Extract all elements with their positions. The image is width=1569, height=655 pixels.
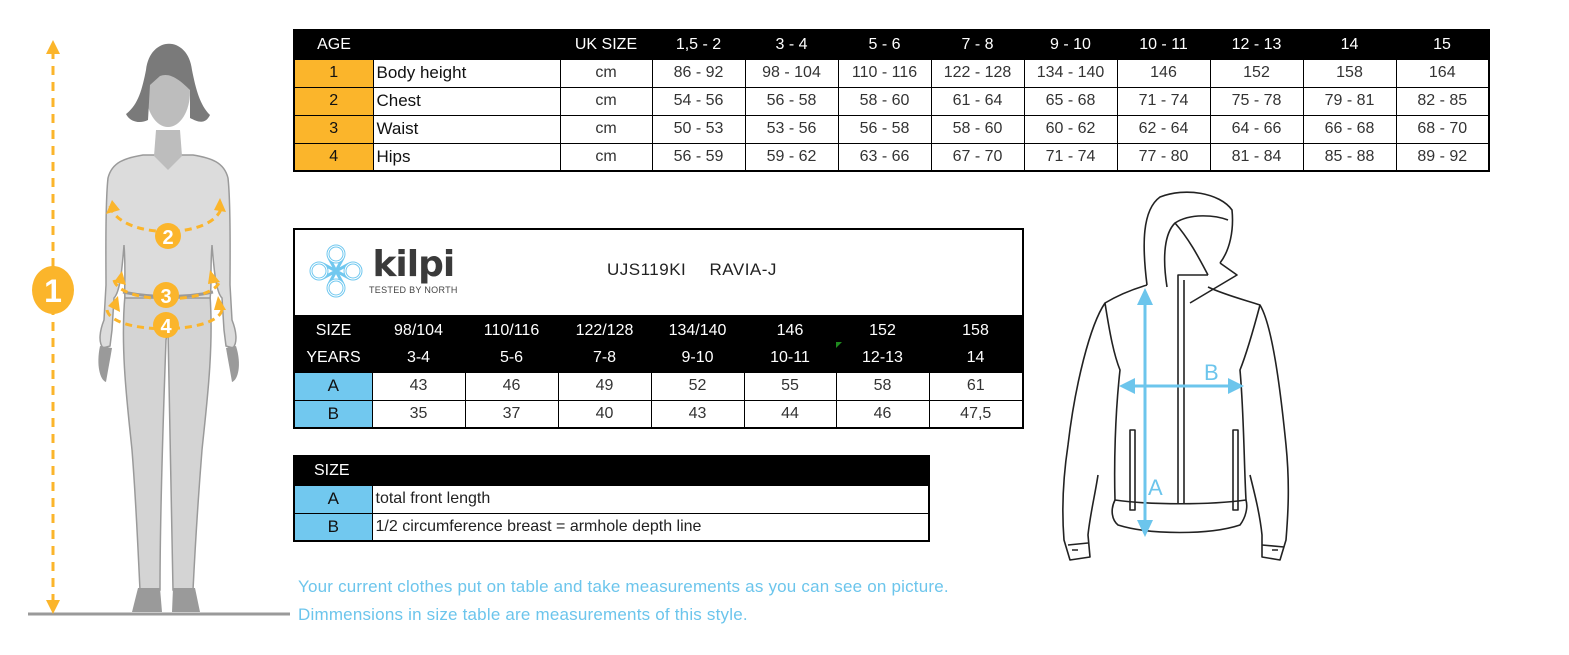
size-col-header: 146 [744, 316, 836, 344]
svg-text:1: 1 [44, 273, 62, 309]
measure-b-arrow-icon [1119, 378, 1244, 394]
table-cell: 60 - 62 [1024, 115, 1117, 143]
years-col-header: 3-4 [372, 344, 465, 372]
legend-header-row [294, 456, 929, 485]
note-line: Dimmensions in size table are measurements of this style. [298, 605, 748, 624]
jacket-outline [1063, 192, 1289, 560]
kilpi-logo [307, 242, 458, 300]
table-cell: 58 [836, 372, 929, 400]
size-col-header: 110/116 [465, 316, 558, 344]
age-header: AGE [294, 30, 373, 59]
measure-key: B [294, 513, 372, 541]
table-row [294, 485, 929, 513]
table-cell: 158 [1303, 59, 1396, 87]
brand-header [295, 230, 1022, 315]
table-cell: 56 - 59 [652, 143, 745, 171]
table-cell: 75 - 78 [1210, 87, 1303, 115]
table-cell: 85 - 88 [1303, 143, 1396, 171]
table-row [294, 115, 1489, 143]
age-col-header: 15 [1396, 30, 1489, 59]
table-cell: 71 - 74 [1117, 87, 1210, 115]
table-cell: 82 - 85 [1396, 87, 1489, 115]
body-measurement-figure [0, 30, 290, 630]
label-a: A [1148, 475, 1163, 500]
legend-size-header: SIZE [294, 456, 929, 485]
table-cell: 110 - 116 [838, 59, 931, 87]
svg-text:4: 4 [160, 316, 172, 338]
label-b: B [1204, 360, 1219, 385]
row-number: 4 [294, 143, 373, 171]
table-cell: 46 [465, 372, 558, 400]
table-cell: 79 - 81 [1303, 87, 1396, 115]
table-cell: 55 [744, 372, 836, 400]
product-code: UJS119KI [607, 260, 687, 279]
table-row [294, 372, 1023, 400]
table-cell: 122 - 128 [931, 59, 1024, 87]
table-cell: 98 - 104 [745, 59, 838, 87]
table-cell: 52 [651, 372, 744, 400]
years-col-header: 5-6 [465, 344, 558, 372]
years-col-header: 10-11 [744, 344, 836, 372]
table-cell: 49 [558, 372, 651, 400]
table-cell: 134 - 140 [1024, 59, 1117, 87]
size-col-header: 152 [836, 316, 929, 344]
table-row [294, 143, 1489, 171]
table-cell: 81 - 84 [1210, 143, 1303, 171]
jacket-diagram [1050, 185, 1300, 575]
table-cell: 56 - 58 [745, 87, 838, 115]
row-label: Waist [373, 115, 560, 143]
size-header-row [294, 316, 1023, 344]
table-cell: 47,5 [929, 400, 1023, 428]
brand-tagline: TESTED BY NORTH [369, 285, 458, 295]
note-line: Your current clothes put on table and take measurements as you can see on picture. [298, 577, 949, 596]
table-cell: 40 [558, 400, 651, 428]
measure-description: total front length [372, 485, 929, 513]
table-cell: 152 [1210, 59, 1303, 87]
measure-key: A [294, 372, 372, 400]
svg-text:3: 3 [160, 286, 172, 308]
row-number: 3 [294, 115, 373, 143]
table-cell: 44 [744, 400, 836, 428]
table-cell: 37 [465, 400, 558, 428]
table-cell: 77 - 80 [1117, 143, 1210, 171]
row-unit: cm [560, 143, 652, 171]
table-row [294, 513, 929, 541]
table-cell: 35 [372, 400, 465, 428]
size-col-header: 158 [929, 316, 1023, 344]
row-unit: cm [560, 87, 652, 115]
measure-key: B [294, 400, 372, 428]
age-col-header: 3 - 4 [745, 30, 838, 59]
table-cell: 43 [372, 372, 465, 400]
row-number: 2 [294, 87, 373, 115]
blank-header [373, 30, 560, 59]
table-cell: 46 [836, 400, 929, 428]
table-cell: 164 [1396, 59, 1489, 87]
marker-4-icon [153, 312, 179, 338]
table-cell: 146 [1117, 59, 1210, 87]
years-col-header: 9-10 [651, 344, 744, 372]
marker-3-icon [153, 282, 179, 308]
years-col-header: 14 [929, 344, 1023, 372]
age-col-header: 5 - 6 [838, 30, 931, 59]
age-col-header: 7 - 8 [931, 30, 1024, 59]
table-cell: 58 - 60 [838, 87, 931, 115]
table-cell: 61 [929, 372, 1023, 400]
row-unit: cm [560, 115, 652, 143]
body-size-table [293, 29, 1490, 172]
height-arrow-bottom-icon [46, 600, 60, 614]
marker-1-icon [32, 266, 74, 314]
table-cell: 65 - 68 [1024, 87, 1117, 115]
age-col-header: 12 - 13 [1210, 30, 1303, 59]
row-number: 1 [294, 59, 373, 87]
years-header-row [294, 344, 1023, 372]
years-header: YEARS [294, 344, 372, 372]
measurement-legend-table [293, 455, 930, 542]
instructions [298, 573, 949, 629]
age-col-header: 14 [1303, 30, 1396, 59]
age-col-header: 1,5 - 2 [652, 30, 745, 59]
table-cell: 53 - 56 [745, 115, 838, 143]
size-col-header: 134/140 [651, 316, 744, 344]
table-row [294, 400, 1023, 428]
brand-row [294, 229, 1023, 316]
body-size-header-row [294, 30, 1489, 59]
table-cell: 56 - 58 [838, 115, 931, 143]
row-unit: cm [560, 59, 652, 87]
cell-comment-marker [836, 342, 842, 348]
row-label: Hips [373, 143, 560, 171]
svg-text:2: 2 [162, 227, 174, 249]
table-cell: 59 - 62 [745, 143, 838, 171]
brand-name: kilpi [372, 244, 455, 285]
marker-2-icon [155, 223, 181, 249]
table-cell: 54 - 56 [652, 87, 745, 115]
table-cell: 89 - 92 [1396, 143, 1489, 171]
uk-size-header: UK SIZE [560, 30, 652, 59]
table-cell: 86 - 92 [652, 59, 745, 87]
table-cell: 62 - 64 [1117, 115, 1210, 143]
table-cell: 64 - 66 [1210, 115, 1303, 143]
product-name: RAVIA-J [709, 260, 777, 279]
table-row [294, 87, 1489, 115]
table-cell: 50 - 53 [652, 115, 745, 143]
years-col-header: 12-13 [836, 344, 929, 372]
row-label: Chest [373, 87, 560, 115]
height-arrow-top-icon [46, 40, 60, 54]
measure-description: 1/2 circumference breast = armhole depth line [372, 513, 929, 541]
kilpi-knot-icon [307, 242, 365, 300]
size-header: SIZE [294, 316, 372, 344]
product-title [607, 260, 777, 280]
table-cell: 58 - 60 [931, 115, 1024, 143]
table-cell: 67 - 70 [931, 143, 1024, 171]
table-cell: 68 - 70 [1396, 115, 1489, 143]
size-col-header: 98/104 [372, 316, 465, 344]
measure-key: A [294, 485, 372, 513]
age-col-header: 9 - 10 [1024, 30, 1117, 59]
table-cell: 61 - 64 [931, 87, 1024, 115]
row-label: Body height [373, 59, 560, 87]
size-col-header: 122/128 [558, 316, 651, 344]
table-cell: 43 [651, 400, 744, 428]
product-size-table [293, 228, 1024, 429]
table-cell: 71 - 74 [1024, 143, 1117, 171]
table-cell: 63 - 66 [838, 143, 931, 171]
table-row [294, 59, 1489, 87]
table-cell: 66 - 68 [1303, 115, 1396, 143]
years-col-header: 7-8 [558, 344, 651, 372]
age-col-header: 10 - 11 [1117, 30, 1210, 59]
